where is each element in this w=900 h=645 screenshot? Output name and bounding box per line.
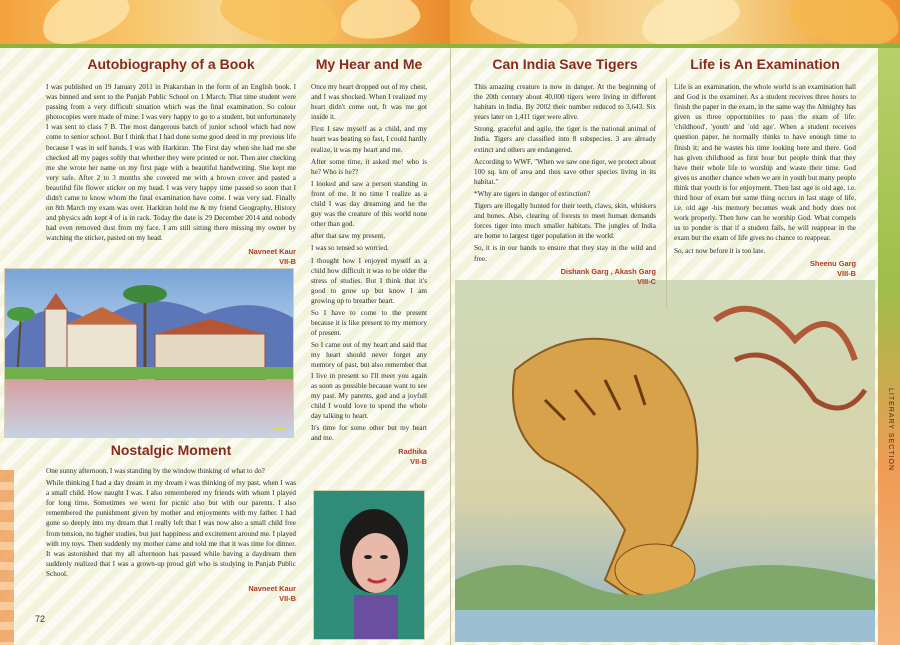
- right-side-accent: [878, 48, 900, 645]
- painting-credit: [273, 427, 285, 429]
- article-paragraph: I was published on 19 January 2011 in Prakarshan in the form of an English book. I was binned and sent to the Punjab Public School on 1 March. That time student were passing from a very difficult situation which was the final examination. So colour photocopies were made of mine. I was very happy to go to a student, but unfortunately I was sent to class 7 B. The most dangerous batch of junior school which had now come to senior school. But I think that I had done some good deed in my previous life because I was in self hands. I was with Harkiran. The First day when she had me she checked all my pages softly that whether they were printed or not. Then ater checking me she wrote her name on my first page with a beautiful handwriting. She kept me very safe. After 2 to 3 months she covered me with a brown cover and pasted a beautiful file flower sticker on my head. I was very happy time passed so soon that I didn't came to know whom the final examination have come. I was very sad. Finally on 8th March my exam was over. Harkiran hold me & my friend Geography, History and physics adn kept 4 of is in rack. Today the date is 29 December 2014 and nobody had even removed dust from my face. I am still sitting there missing my owner by watching the sticker, pasted on my head.: [46, 83, 296, 243]
- church-painting: [4, 268, 294, 438]
- article-my-hear: [311, 56, 427, 467]
- article-paragraph: I was so tensed so worried.: [311, 244, 389, 253]
- author-name: Dishank Garg , Akash Garg: [560, 266, 656, 276]
- portrait-painting-art: [314, 491, 425, 640]
- article-tigers: [474, 56, 656, 287]
- author-name: Navneet Kaur: [248, 584, 296, 594]
- article-paragraph: This amazing creature is now in danger. At the beginning of the 20th century about 40,000 tigers were living in different habitats in India. By 2002 their number reduced to 3,643. Six years later on 1,411 tiger were alive.: [474, 83, 656, 122]
- church-painting-art: [5, 269, 294, 438]
- left-side-accent: [0, 470, 14, 645]
- article-paragraph: Life is an examination, the whole world is an examination hall and God is the examiner. As a student receives three hours to finish the paper in the exam, in the same way the Almighty has given us three opportunities to pass the exam of life: 'childhood', 'youth' and 'old age'. When a student receives question paper, he normally thinks to have enough time to finish it; and he wastes his time looking here and there. God has given childhood as first hour but people think that they have their whole life to worship and waste their time. God gives us another chance when we are in youth but many people think that youth is for enjoyment. Then last age is old age, i.e. third hour of exam but same thing occurs in last stage of life, i.e. old age -his memory becomes weak and body does not work properly. Then how can he worship God. What compels us to ponder is that if a student fails, he will reappear in the exam but the exam of life gives no chance to reappear.: [674, 83, 856, 243]
- article-paragraph: While thinking I had a day dream in my dream i was thinking of my past, when I was a small child. How naught I was. I also remembered my friends with whom I played for long time. Sometimes we went for picnic also but with our parents. I also remembered the punishment given by mother and enjoyments with my father. I had gone so deeply into my dream that I really left that I was now also a small child free from tension, no higher studies, but just happiness and excitement around me. I played with my toys. Then suddenly my mother came and told me that it was time for dinner. It was astonished that my all afternoon has passed while having a daydream then suddenly realized that I was a grown-up proud girl who is studying in Punjab Public School.: [46, 479, 296, 578]
- article-paragraph: *Why are tigers in danger of extinction?: [474, 189, 591, 198]
- article-paragraph: First I saw myself as a child, and my heart was beating so fast, I could hardly realize, it was my heart and me.: [311, 125, 427, 154]
- article-paragraph: So, act now before it is too late.: [674, 246, 766, 255]
- article-title: Can India Save Tigers: [492, 56, 638, 72]
- article-title: Autobiography of a Book: [87, 56, 255, 72]
- article-title: Life is An Examination: [690, 56, 840, 72]
- article-paragraph: So I came out of my heart and said that my heart should never forget any memory of past, but also remember that I live in present so I'll meet you again as soon as possible because want to see my past. My parents, god and a joyfull child I would love to spend the whole day talking to heart.: [311, 341, 427, 420]
- tiger-painting-art: [455, 280, 875, 642]
- article-paragraph: After some time, it asked me! who is he? Who is he??: [311, 157, 427, 176]
- article-paragraph: According to WWF, "When we saw one tiger, we protect about 100 sq. km of area and thus save other species living in its habitat.": [474, 157, 656, 186]
- page-number: 72: [35, 614, 46, 624]
- article-autobiography: [46, 56, 296, 267]
- top-banner-right: [450, 0, 900, 44]
- article-paragraph: after that saw my present,: [311, 232, 386, 241]
- column-divider: [666, 78, 667, 308]
- spine-divider: [450, 48, 451, 645]
- author-class: VII-B: [410, 457, 427, 467]
- article-paragraph: Tigers are illegally hunted for their teeth, claws, skin, whiskers and bones. Also, clearing of forests to meet human demands forces tiger into much smaller habitats. The jungles of India are home to largest tiger population in the world.: [474, 202, 656, 241]
- author-class: VIII-B: [837, 268, 856, 278]
- article-paragraph: Once my heart dropped out of my chest, and I was shocked. When I realized my heart didn't come out, It was me got inside it.: [311, 83, 427, 122]
- article-title: My Hear and Me: [315, 56, 423, 72]
- top-banner-left: [0, 0, 450, 44]
- article-paragraph: So, it is in our hands to ensure that they stay in the wild and free.: [474, 244, 656, 263]
- article-paragraph: It's time for some other but my heart and me.: [311, 424, 427, 443]
- article-paragraph: Strong, graceful and agile, the tiger is the national animal of India. Tigers are classified into 8 subspecies. 3 are already extinct and others are endangered.: [474, 125, 656, 154]
- author-name: Navneet Kaur: [248, 246, 296, 256]
- portrait-painting: [313, 490, 425, 640]
- author-name: Radhika: [398, 447, 427, 457]
- article-paragraph: One sunny afternoon, I was standing by the window thinking of what to do?: [46, 467, 265, 475]
- author-class: VIII-C: [637, 276, 656, 286]
- tiger-painting: [455, 280, 875, 642]
- author-class: VII-B: [279, 256, 296, 266]
- author-name: Sheenu Garg: [810, 258, 856, 268]
- article-nostalgic: [46, 442, 296, 604]
- article-paragraph: I looked and saw a person standing in front of me. It no time I realize as a child I was day dreaming and he the guy was the creature of this world none other than god.: [311, 179, 427, 229]
- article-paragraph: I thought how I enjoyed myself as a child how difficult it was to be older the stress of studies. But I think that it's good to grow up but know I am growing up to breather heart.: [311, 256, 427, 305]
- article-paragraph: So I have to come to the present because it is like present to my memory of present.: [311, 308, 427, 338]
- article-exam: [674, 56, 856, 279]
- author-class: VII-B: [279, 594, 296, 604]
- section-label: LITERARY SECTION: [887, 388, 894, 472]
- article-title: Nostalgic Moment: [110, 442, 232, 458]
